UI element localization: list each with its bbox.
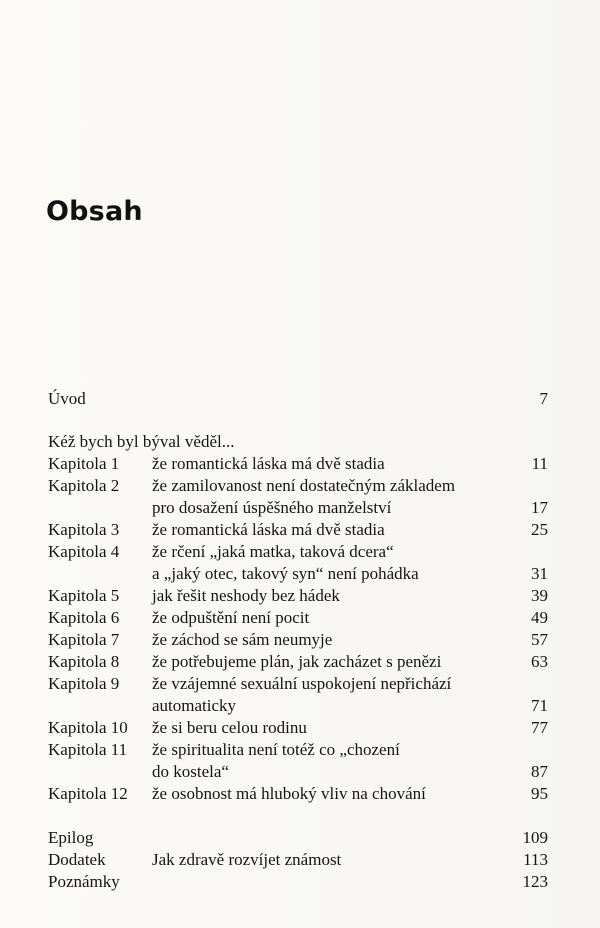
chapter-label: Kapitola 5 [48, 586, 120, 605]
toc-entry-chapter [48, 783, 548, 805]
toc-entry-chapter [48, 673, 548, 695]
chapter-label: Kapitola 9 [48, 674, 120, 693]
chapter-title-line: automaticky [152, 696, 237, 715]
chapter-page-number: 63 [531, 652, 548, 671]
page-title: Obsah [46, 196, 143, 227]
chapter-page-number: 39 [531, 586, 548, 605]
chapter-title-line: že romantická láska má dvě stadia [152, 520, 385, 539]
toc-entry-back-matter [48, 871, 548, 893]
chapter-title-line: že vzájemné sexuální uspokojení nepřichází [152, 674, 452, 693]
chapter-label: Kapitola 2 [48, 476, 120, 495]
toc-entry-chapter [48, 563, 548, 585]
back-matter-title: Jak zdravě rozvíjet známost [152, 850, 342, 869]
chapter-title-line: že spiritualita není totéž co „chození [152, 740, 400, 759]
back-matter-page-number: 109 [522, 828, 548, 847]
toc-entry-chapter [48, 497, 548, 519]
back-matter-label: Poznámky [48, 872, 120, 891]
chapter-label: Kapitola 8 [48, 652, 120, 671]
chapter-title-line: a „jaký otec, takový syn“ není pohádka [152, 564, 419, 583]
chapter-page-number: 87 [531, 762, 548, 781]
chapter-page-number: 25 [531, 520, 548, 539]
toc-entry-chapter [48, 585, 548, 607]
toc-entry-chapter [48, 739, 548, 761]
chapter-title-line: že zamilovanost není dostatečným základem [152, 476, 456, 495]
toc-entry-back-matter [48, 827, 548, 849]
chapter-title-line: že si beru celou rodinu [152, 718, 307, 737]
toc-entry-label: Úvod [48, 389, 86, 408]
toc-entry-intro [48, 388, 548, 410]
chapter-page-number: 57 [531, 630, 548, 649]
toc-entry-chapter [48, 607, 548, 629]
chapter-label: Kapitola 4 [48, 542, 120, 561]
chapter-page-number: 49 [531, 608, 548, 627]
toc-entry-chapter [48, 695, 548, 717]
back-matter-page-number: 113 [523, 850, 548, 869]
chapter-label: Kapitola 1 [48, 454, 120, 473]
chapter-title-line: že záchod se sám neumyje [152, 630, 333, 649]
chapter-page-number: 11 [531, 454, 548, 473]
toc-entry-chapter [48, 761, 548, 783]
toc-entry-back-matter [48, 849, 548, 871]
chapter-page-number: 31 [531, 564, 548, 583]
chapter-title-line: jak řešit neshody bez hádek [152, 586, 340, 605]
back-matter-page-number: 123 [522, 872, 548, 891]
chapter-title-line: že romantická láska má dvě stadia [152, 454, 385, 473]
toc-entry-chapter [48, 475, 548, 497]
section-heading-text: Kéž bych byl býval věděl... [48, 432, 235, 451]
chapter-title-line: že potřebujeme plán, jak zacházet s penězi [152, 652, 442, 671]
chapter-page-number: 77 [531, 718, 548, 737]
chapter-label: Kapitola 12 [48, 784, 128, 803]
toc-entry-chapter [48, 453, 548, 475]
chapter-label: Kapitola 7 [48, 630, 120, 649]
chapter-page-number: 17 [531, 498, 548, 517]
toc-entry-chapter [48, 651, 548, 673]
chapter-label: Kapitola 11 [48, 740, 128, 759]
back-matter-label: Epilog [48, 828, 94, 847]
chapter-title-line: že osobnost má hluboký vliv na chování [152, 784, 426, 803]
chapter-label: Kapitola 6 [48, 608, 120, 627]
chapter-page-number: 95 [531, 784, 548, 803]
section-heading [48, 431, 548, 453]
toc-entry-chapter [48, 541, 548, 563]
toc-entry-chapter [48, 717, 548, 739]
chapter-title-line: pro dosažení úspěšného manželství [152, 498, 392, 517]
chapter-title-line: že odpuštění není pocit [152, 608, 310, 627]
chapter-title-line: že rčení „jaká matka, taková dcera“ [152, 542, 394, 561]
chapter-label: Kapitola 10 [48, 718, 128, 737]
toc-entry-chapter [48, 629, 548, 651]
chapter-page-number: 71 [531, 696, 548, 715]
toc-entry-page: 7 [539, 389, 548, 408]
chapter-title-line: do kostela“ [152, 762, 229, 781]
chapter-label: Kapitola 3 [48, 520, 120, 539]
toc-entry-chapter [48, 519, 548, 541]
back-matter-label: Dodatek [48, 850, 106, 869]
